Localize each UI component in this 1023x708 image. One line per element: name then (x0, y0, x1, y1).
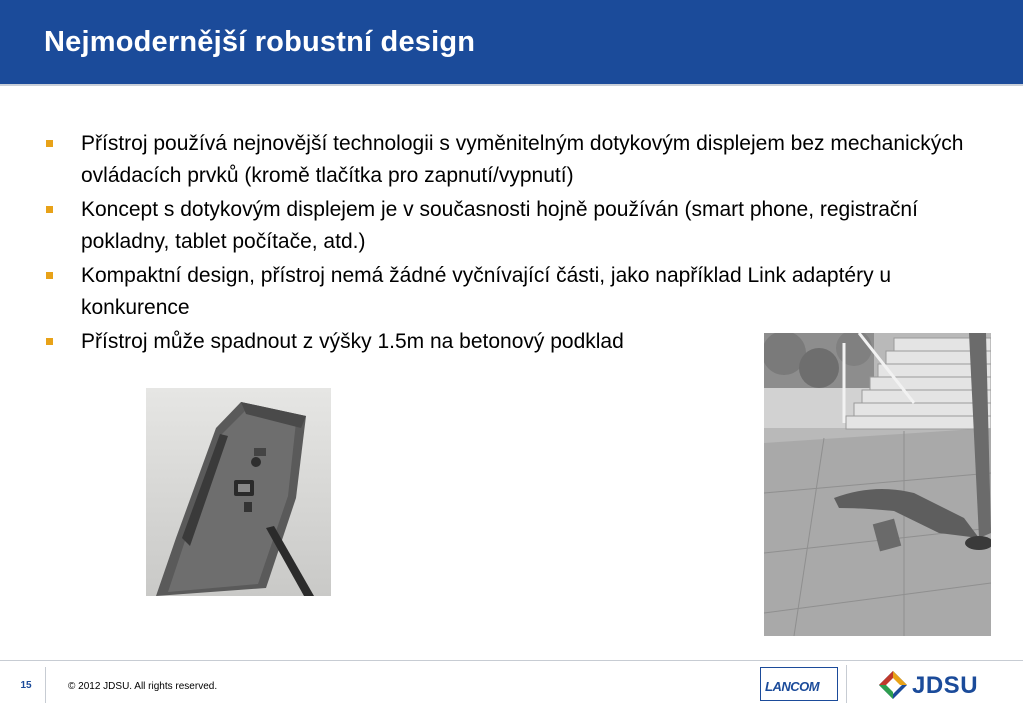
footer-divider (0, 660, 1023, 661)
lancom-logo-text: LANCOM (765, 679, 820, 694)
bullet-text: Kompaktní design, přístroj nemá žádné vyčnívající části, jako například Link adaptéry u konkurence (81, 264, 892, 319)
bullet-list (44, 128, 974, 360)
lancom-logo (760, 667, 838, 701)
copyright-text: © 2012 JDSU. All rights reserved. (68, 681, 218, 692)
bullet-item (44, 260, 974, 324)
bullet-square-icon (46, 272, 53, 279)
bullet-item (44, 194, 974, 258)
device-illustration (146, 388, 331, 596)
bullet-text: Koncept s dotykovým displejem je v současnosti hojně používán (smart phone, registrační pokladny, tablet počítače, atd.) (81, 198, 918, 253)
slide-title: Nejmodernější robustní design (44, 26, 476, 58)
bullet-text: Přístroj používá nejnovější technologii s vyměnitelným dotykovým displejem bez mechanických ovládacích prvků (kromě tlačítka pro zapnutí/vypnutí) (81, 132, 964, 187)
title-divider (0, 84, 1023, 86)
jdsu-logo (878, 669, 988, 701)
drop-test-illustration (764, 333, 991, 636)
title-bar (0, 0, 1023, 84)
page-number: 15 (20, 680, 32, 691)
bullet-item (44, 128, 974, 192)
bullet-square-icon (46, 140, 53, 147)
footer-separator (846, 665, 847, 703)
jdsu-logo-text: JDSU (912, 672, 979, 699)
drop-test-photo (764, 333, 991, 636)
device-side-photo (146, 388, 331, 596)
footer-separator (45, 667, 46, 703)
bullet-square-icon (46, 206, 53, 213)
bullet-square-icon (46, 338, 53, 345)
bullet-text: Přístroj může spadnout z výšky 1.5m na betonový podklad (81, 330, 624, 353)
jdsu-diamond-icon (878, 670, 908, 700)
